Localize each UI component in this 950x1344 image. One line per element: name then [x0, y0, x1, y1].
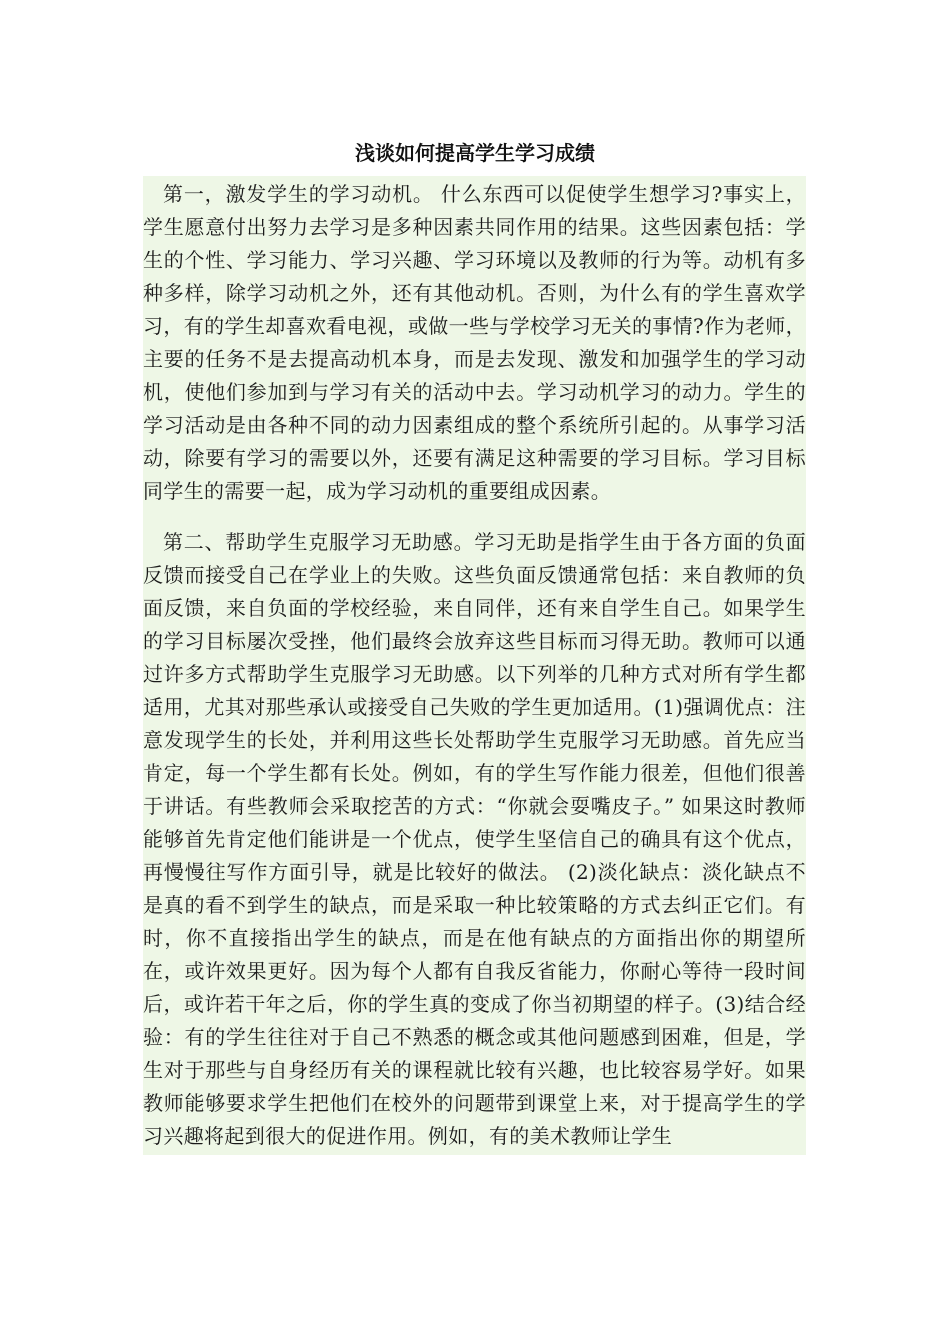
document-title: 浅谈如何提高学生学习成绩: [355, 141, 595, 165]
document-body: [143, 176, 806, 1155]
paragraph-learned-helplessness: 第二、帮助学生克服学习无助感。学习无助是指学生由于各方面的负面反馈而接受自己在学业上的失败。这些负面反馈通常包括：来自教师的负面反馈，来自负面的学校经验，来自同伴，还有来自学生自己。如果学生的学习目标屡次受挫，他们最终会放弃这些目标而习得无助。教师可以通过许多方式帮助学生克服学习无助感。以下列举的几种方式对所有学生都适用，尤其对那些承认或接受自己失败的学生更加适用。(1)强调优点：注意发现学生的长处，并利用这些长处帮助学生克服学习无助感。首先应当肯定，每一个学生都有长处。例如，有的学生写作能力很差，但他们很善于讲话。有些教师会采取挖苦的方式：“你就会耍嘴皮子。” 如果这时教师能够首先肯定他们能讲是一个优点，使学生坚信自己的确具有这个优点，再慢慢往写作方面引导，就是比较好的做法。 (2)淡化缺点：淡化缺点不是真的看不到学生的缺点，而是采取一种比较策略的方式去纠正它们。有时，你不直接指出学生的缺点，而是在他有缺点的方面指出你的期望所在，或许效果更好。因为每个人都有自我反省能力，你耐心等待一段时间后，或许若干年之后，你的学生真的变成了你当初期望的样子。(3)结合经验：有的学生往往对于自己不熟悉的概念或其他问题感到困难，但是，学生对于那些与自身经历有关的课程就比较有兴趣，也比较容易学好。如果教师能够要求学生把他们在校外的问题带到课堂上来，对于提高学生的学习兴趣将起到很大的促进作用。例如，有的美术教师让学生: [143, 530, 806, 1148]
paragraph-motivation: 第一，激发学生的学习动机。 什么东西可以促使学生想学习?事实上，学生愿意付出努力去学习是多种因素共同作用的结果。这些因素包括：学生的个性、学习能力、学习兴趣、学习环境以及教师的行为等。动机有多种多样，除学习动机之外，还有其他动机。否则，为什么有的学生喜欢学习，有的学生却喜欢看电视，或做一些与学校学习无关的事情?作为老师，主要的任务不是去提高动机本身，而是去发现、激发和加强学生的学习动机，使他们参加到与学习有关的活动中去。学习动机学习的动力。学生的学习活动是由各种不同的动力因素组成的整个系统所引起的。从事学习活动，除要有学习的需要以外，还要有满足这种需要的学习目标。学习目标同学生的需要一起，成为学习动机的重要组成因素。: [143, 182, 806, 503]
